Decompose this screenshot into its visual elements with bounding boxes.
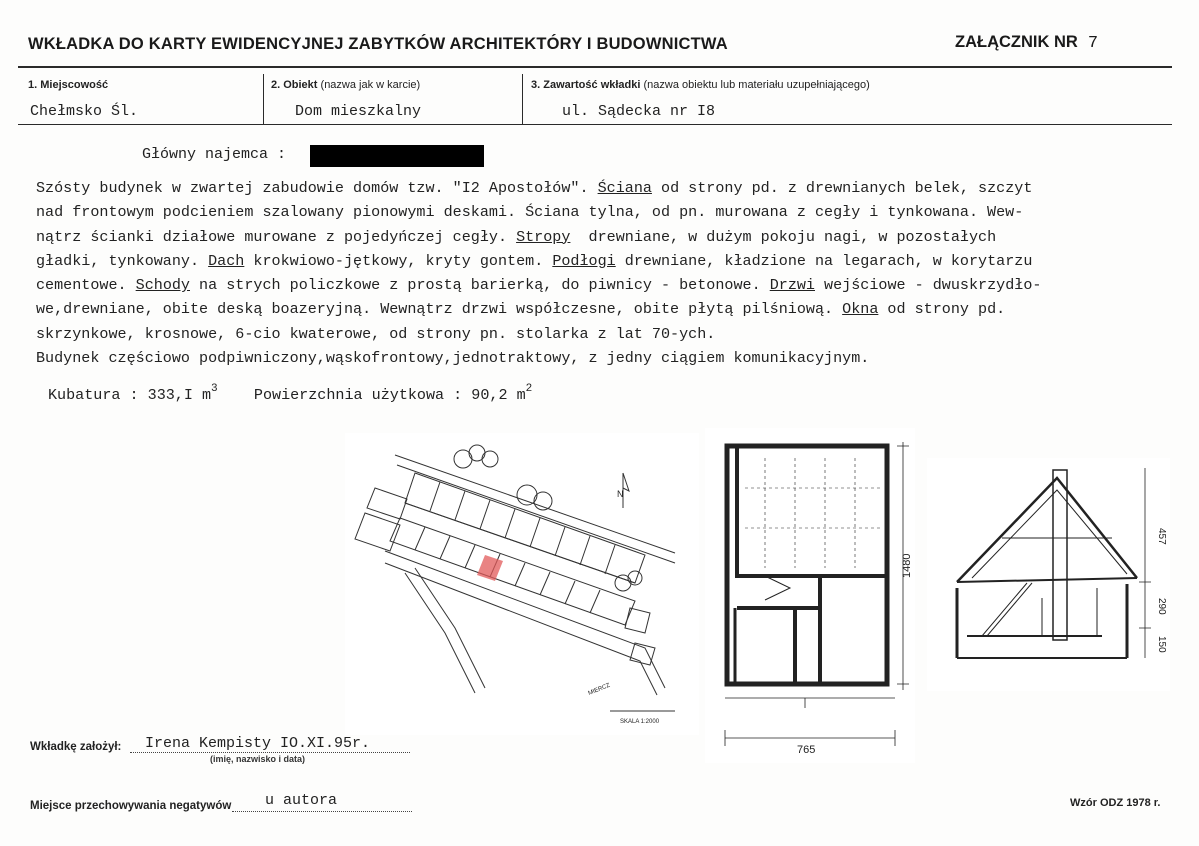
fields-bottom-rule (18, 124, 1172, 125)
zawartosc-label-text: 3. Zawartość wkładki (531, 79, 641, 91)
desc-fragment: nątrz ścianki działowe murowane z pojedyńczej cegły. (36, 227, 517, 246)
zalozyl-label: Wkładkę założył: (30, 741, 122, 753)
desc-line: Budynek częściowo podpiwniczony,wąskofrontowy,jednotraktowy, z jedny ciągiem komunikacyjnym. (36, 349, 870, 368)
desc-line (36, 300, 1005, 318)
desc-underlined: Drzwi (769, 276, 815, 295)
miejscowosc-value: Chełmsko Śl. (30, 103, 139, 120)
highlighted-parcel (477, 555, 503, 581)
desc-fragment: wejściowe - dwuskrzydło- (815, 276, 1042, 295)
desc-underlined: Dach (208, 251, 245, 270)
desc-fragment: Szósty budynek w zwartej zabudowie domów tzw. "I2 Apostołów". (36, 179, 598, 197)
north-label: N (617, 489, 624, 499)
obiekt-label-text: 2. Obiekt (271, 79, 318, 91)
site-map-image (345, 433, 699, 735)
attachment-nr-value: 7 (1087, 34, 1099, 53)
desc-line: skrzynkowe, krosnowe, 6-cio kwaterowe, od strony pn. stolarka z lat 70-ych. (36, 324, 716, 343)
attachment-label: ZAŁĄCZNIK NR (955, 33, 1078, 51)
form-version: Wzór ODZ 1978 r. (1070, 797, 1161, 809)
attachment-number (955, 33, 1098, 53)
desc-fragment: drewniane, kładzione na legarach, w korytarzu (615, 251, 1033, 270)
miejsce-dotted-line (232, 811, 412, 812)
desc-fragment: od strony pd. z drewnianych belek, szczyt (651, 179, 1033, 197)
floor-plan-image (705, 428, 915, 763)
powierzchnia-sup: 2 (525, 383, 533, 395)
miejsce-label: Miejsce przechowywania negatywów (30, 800, 232, 812)
scale-label: SKALA 1:2000 (620, 719, 660, 725)
desc-fragment: krokwiowo-jętkowy, kryty gontem. (244, 251, 553, 270)
page-title: WKŁADKA DO KARTY EWIDENCYJNEJ ZABYTKÓW ARCHITEKTÓRY I BUDOWNICTWA (28, 35, 728, 53)
section-drawing-image (927, 458, 1170, 691)
desc-fragment: drewniane, w dużym pokoju nagi, w pozostałych (570, 227, 997, 246)
desc-line (36, 179, 1032, 197)
section-drawing (927, 458, 1170, 691)
section-dim-2: 290 (1156, 598, 1167, 615)
obiekt-value: Dom mieszkalny (295, 103, 422, 120)
obiekt-label-sub: (nazwa jak w karcie) (320, 79, 421, 91)
desc-underlined: Schody (135, 276, 190, 295)
section-dim-3: 150 (1156, 636, 1167, 653)
floor-plan-drawing (705, 428, 915, 763)
kubatura-line (48, 385, 532, 404)
kubatura-sup: 3 (211, 383, 218, 395)
desc-underlined: Podłogi (552, 251, 616, 270)
redaction-bar (310, 145, 484, 167)
plan-width-dim: 765 (797, 744, 816, 756)
najemca-label: Główny najemca : (142, 146, 287, 163)
desc-fragment: we,drewniane, obite deską boazeryjną. Wewnątrz drzwi współczesne, obite płytą pilśniową. (36, 300, 843, 319)
desc-line (36, 228, 996, 246)
zawartosc-label (531, 79, 870, 91)
description-text (36, 176, 1166, 370)
site-map-drawing (345, 433, 699, 735)
desc-fragment: cementowe. (36, 276, 136, 295)
zalozyl-dotted-line (130, 752, 410, 753)
zawartosc-label-sub: (nazwa obiektu lub materiału uzupełniającego) (643, 79, 870, 91)
desc-underlined: Okna (842, 300, 879, 319)
powierzchnia-label: Powierzchnia użytkowa : 90,2 m (253, 386, 526, 405)
zalozyl-value: Irena Kempisty IO.XI.95r. (145, 735, 371, 752)
desc-fragment: gładki, tynkowany. (36, 251, 209, 270)
desc-fragment: od strony pd. (878, 300, 1006, 319)
kubatura-label: Kubatura : 333,I m (48, 386, 212, 405)
miejscowosc-label: 1. Miejscowość (28, 79, 109, 91)
desc-line: nad frontowym podcieniem szalowany pionowymi deskami. Ściana tylna, od pn. murowana z cegły i tynkowana. Wew- (36, 203, 1024, 222)
desc-underlined: Stropy (516, 227, 571, 246)
field-divider-1 (263, 74, 264, 124)
desc-fragment: na strych policzkowe z prostą barierką, do piwnicy - betonowe. (190, 276, 770, 295)
street-label: MIERCZ (587, 682, 612, 697)
desc-line (36, 252, 1032, 270)
zawartosc-value: ul. Sądecka nr I8 (562, 103, 716, 120)
zalozyl-sub: (imię, nazwisko i data) (210, 754, 306, 764)
desc-line (36, 276, 1041, 294)
header-rule (18, 66, 1172, 68)
obiekt-label (271, 79, 420, 91)
plan-length-dim: 1480 (901, 553, 913, 578)
section-dim-1: 457 (1156, 528, 1167, 545)
desc-underlined: Ściana (597, 179, 652, 197)
field-divider-2 (522, 74, 523, 124)
miejsce-value: u autora (265, 792, 338, 809)
